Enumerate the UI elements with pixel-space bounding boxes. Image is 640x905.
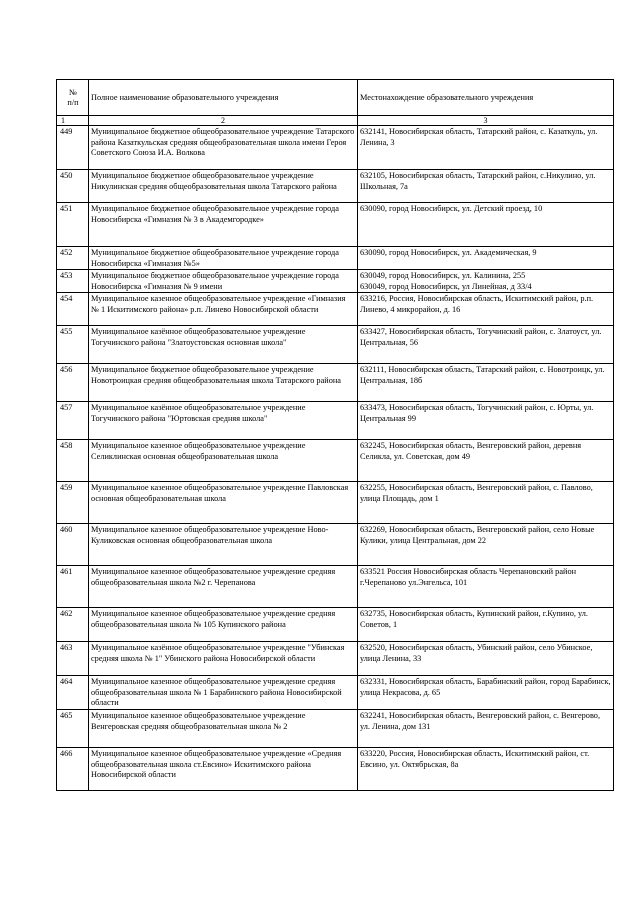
row-address: 632241, Новосибирская область, Венгеровский район, с. Венгерово, ул. Ленина, дом 131 (358, 710, 614, 748)
column-index-row (57, 116, 614, 126)
row-address: 633473, Новосибирская область, Тогучинский район, с. Юрты, ул. Центральная 99 (358, 402, 614, 440)
row-number: 449 (57, 126, 89, 170)
row-name: Муниципальное бюджетное общеобразовательное учреждение Никулинская средняя общеобразовательная школа Татарского района (89, 170, 358, 203)
row-address: 633521 Россия Новосибирская область Черепановский район г.Черепаново ул.Энгельса, 101 (358, 566, 614, 608)
row-number: 451 (57, 203, 89, 247)
table-row (57, 402, 614, 440)
table-row (57, 203, 614, 247)
row-name: Муниципальное казенное общеобразовательное учреждение Венгеровская средняя общеобразовательная школа № 2 (89, 710, 358, 748)
row-number: 450 (57, 170, 89, 203)
table-row (57, 748, 614, 791)
row-name: Муниципальное казенное общеобразовательное учреждение «Средняя общеобразовательная школа ст.Евсино» Искитимского района Новосибирской области (89, 748, 358, 791)
schools-table (56, 79, 614, 791)
row-name: Муниципальное бюджетное общеобразовательное учреждение Новотроицкая средняя общеобразовательная школа Татарского района (89, 364, 358, 402)
row-number: 463 (57, 642, 89, 676)
header-address: Местонахождение образовательного учреждения (358, 80, 614, 116)
row-address: 630090, город Новосибирск, ул. Академическая, 9 (358, 247, 614, 270)
table-row (57, 608, 614, 642)
table-row (57, 566, 614, 608)
row-name: Муниципальное казённое общеобразовательное учреждение Тогучинского района "Юртовская средняя школа" (89, 402, 358, 440)
column-index-1: 1 (57, 116, 89, 126)
row-name: Муниципальное бюджетное общеобразовательное учреждение города Новосибирска «Гимназия №5» (89, 247, 358, 270)
schools-table-body (57, 80, 614, 791)
table-row (57, 364, 614, 402)
row-number: 453 (57, 270, 89, 293)
row-name: Муниципальное казенное общеобразовательное учреждение Павловская основная общеобразовательная школа (89, 482, 358, 524)
row-name: Муниципальное бюджетное общеобразовательное учреждение города Новосибирска «Гимназия № 9 имени (89, 270, 358, 293)
table-row (57, 326, 614, 364)
row-number: 456 (57, 364, 89, 402)
row-number: 455 (57, 326, 89, 364)
row-name: Муниципальное бюджетное общеобразовательное учреждение города Новосибирска «Гимназия № 3 в Академгородке» (89, 203, 358, 247)
row-address: 632269, Новосибирская область, Венгеровский район, село Новые Кулики, улица Центральная, дом 22 (358, 524, 614, 566)
row-name: Муниципальное казенное общеобразовательное учреждение средняя общеобразовательная школа № 105 Купинского района (89, 608, 358, 642)
table-row (57, 270, 614, 293)
row-address: 630049, город Новосибирск, ул. Калинина, 255 630049, город Новосибирск, ул Линейная, д 33/4 (358, 270, 614, 293)
row-name: Муниципальное казённое общеобразовательное учреждение Тогучинского района "Златоустовская основная школа" (89, 326, 358, 364)
row-number: 466 (57, 748, 89, 791)
column-index-2: 2 (89, 116, 358, 126)
row-name: Муниципальное казённое общеобразовательное учреждение "Убинская средняя школа № 1" Убинского района Новосибирской области (89, 642, 358, 676)
row-number: 458 (57, 440, 89, 482)
header-name: Полное наименование образовательного учреждения (89, 80, 358, 116)
row-number: 461 (57, 566, 89, 608)
row-address: 632255, Новосибирская область, Венгеровский район, с. Павлово, улица Площадь, дом 1 (358, 482, 614, 524)
table-row (57, 440, 614, 482)
row-address: 632735, Новосибирская область, Купинский район, г.Купино, ул. Советов, 1 (358, 608, 614, 642)
row-name: Муниципальное казенное общеобразовательное учреждение Ново-Куликовская основная общеобразовательная школа (89, 524, 358, 566)
table-row (57, 710, 614, 748)
table-header-row (57, 80, 614, 116)
row-number: 460 (57, 524, 89, 566)
row-number: 459 (57, 482, 89, 524)
row-name: Муниципальное казенное общеобразовательное учреждение средняя общеобразовательная школа №2 г. Черепанова (89, 566, 358, 608)
table-row (57, 126, 614, 170)
row-number: 457 (57, 402, 89, 440)
table-row (57, 247, 614, 270)
row-address: 632245, Новосибирская область, Венгеровский район, деревня Селикла, ул. Советская, дом 49 (358, 440, 614, 482)
row-number: 452 (57, 247, 89, 270)
column-index-3: 3 (358, 116, 614, 126)
row-address: 632331, Новосибирская область, Барабинский район, город Барабинск, улица Некрасова, д. 65 (358, 676, 614, 710)
row-address: 632520, Новосибирская область, Убинский район, село Убинское, улица Ленина, 33 (358, 642, 614, 676)
row-name: Муниципальное казенное общеобразовательное учреждение «Гимназия № 1 Искитимского района» р.п. Линево Новосибирской области (89, 293, 358, 326)
row-address: 633216, Россия, Новосибирская область, Искитимский район, р.п. Линево, 4 микрорайон, д. 16 (358, 293, 614, 326)
row-number: 454 (57, 293, 89, 326)
row-address: 632141, Новосибирская область, Татарский район, с. Казаткуль, ул. Ленина, 3 (358, 126, 614, 170)
row-number: 465 (57, 710, 89, 748)
table-row (57, 524, 614, 566)
row-number: 462 (57, 608, 89, 642)
row-name: Муниципальное казенное общеобразовательное учреждение Селиклинская основная общеобразовательная школа (89, 440, 358, 482)
table-row (57, 293, 614, 326)
row-address: 633220, Россия, Новосибирская область, Искитимский район, ст. Евсино, ул. Октябрьская, 8а (358, 748, 614, 791)
table-row (57, 642, 614, 676)
row-address: 633427, Новосибирская область, Тогучинский район, с. Златоуст, ул. Центральная, 56 (358, 326, 614, 364)
table-row (57, 676, 614, 710)
row-name: Муниципальное казенное общеобразовательное учреждение средняя общеобразовательная школа № 1 Барабинского района Новосибирской области (89, 676, 358, 710)
row-address: 630090, город Новосибирск, ул. Детский проезд, 10 (358, 203, 614, 247)
header-number: № п/п (57, 80, 89, 116)
row-address: 632105, Новосибирская область, Татарский район, с.Никулино, ул. Школьная, 7а (358, 170, 614, 203)
table-row (57, 482, 614, 524)
row-number: 464 (57, 676, 89, 710)
table-row (57, 170, 614, 203)
row-name: Муниципальное бюджетное общеобразовательное учреждение Татарского района Казаткульская средняя общеобразовательная школа имени Героя Советского Союза И.А. Волкова (89, 126, 358, 170)
row-address: 632111, Новосибирская область, Татарский район, с. Новотроицк, ул. Центральная, 18б (358, 364, 614, 402)
